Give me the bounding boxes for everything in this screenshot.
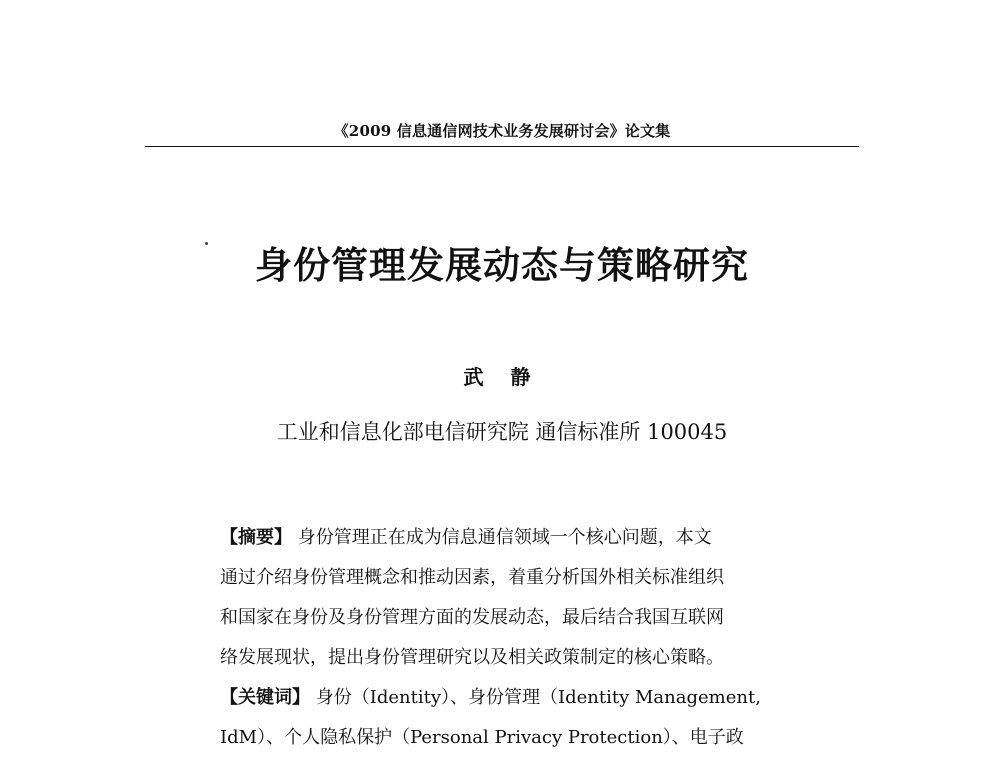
paper-title: 身份管理发展动态与策略研究 — [255, 243, 749, 287]
keywords-line — [220, 678, 780, 718]
abstract-section — [220, 518, 780, 758]
abstract-text-line: 通过介绍身份管理概念和推动因素，着重分析国外相关标准组织 — [220, 567, 724, 588]
abstract-label: 【摘要】 — [220, 527, 292, 548]
abstract-text-line: 身份管理正在成为信息通信领域一个核心问题，本文 — [297, 527, 712, 548]
keywords-text-line: 身份（Identity）、身份管理（Identity Management, — [315, 687, 761, 708]
keywords-text-line: IdM）、个人隐私保护（Personal Privacy Protection）、电子政 — [220, 727, 744, 748]
abstract-line — [220, 518, 780, 558]
abstract-text-line: 络发展现状，提出身份管理研究以及相关政策制定的核心策略。 — [220, 647, 724, 668]
running-header: 《2009 信息通信网技术业务发展研讨会》论文集 — [333, 122, 671, 140]
author-affiliation: 工业和信息化部电信研究院 通信标准所 100045 — [276, 420, 728, 444]
author-name: 武 静 — [463, 365, 541, 389]
abstract-text-line: 和国家在身份及身份管理方面的发展动态，最后结合我国互联网 — [220, 607, 724, 628]
keywords-label: 【关键词】 — [220, 687, 310, 708]
header-rule — [145, 146, 859, 147]
